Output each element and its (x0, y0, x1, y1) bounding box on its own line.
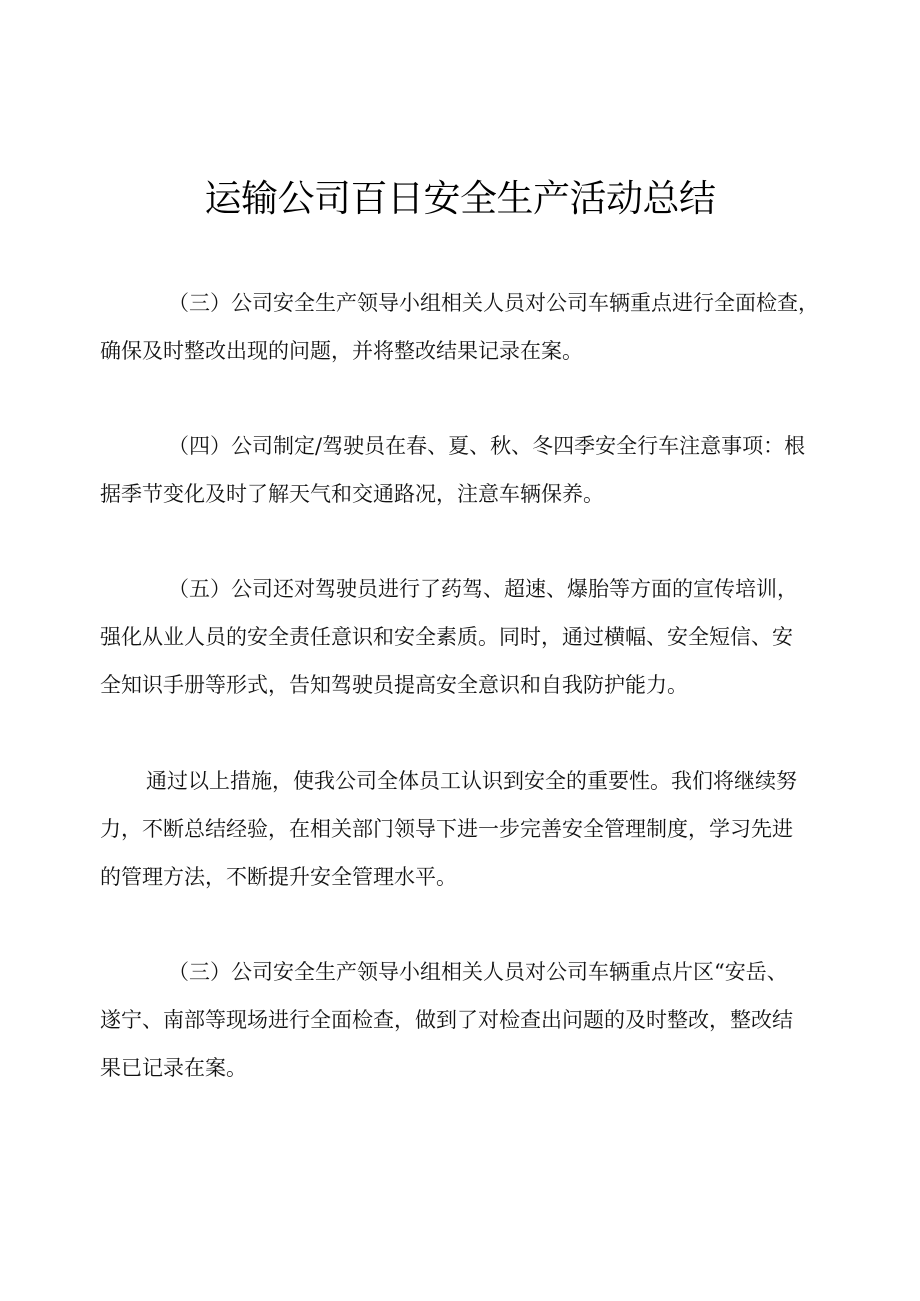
paragraph-seasonal-safety (100, 422, 824, 518)
paragraph-site-inspection (100, 948, 824, 1092)
paragraph-inspection (100, 279, 824, 375)
paragraph-line: 强化从业人员的安全责任意识和安全素质。同时，通过横幅、安全短信、安 (100, 625, 793, 649)
paragraph-line: （四）公司制定/驾驶员在春、夏、秋、冬四季安全行车注意事项：根 (168, 434, 806, 458)
paragraph-line: 的管理方法，不断提升安全管理水平。 (100, 865, 457, 889)
paragraph-line: （五）公司还对驾驶员进行了药驾、超速、爆胎等方面的宣传培训， (168, 577, 798, 601)
paragraph-line: （三）公司安全生产领导小组相关人员对公司车辆重点片区“安岳、 (168, 960, 788, 984)
document-title: 运输公司百日安全生产活动总结 (204, 177, 716, 220)
paragraph-line: （三）公司安全生产领导小组相关人员对公司车辆重点进行全面检查， (168, 291, 819, 315)
paragraph-driver-training (100, 565, 824, 709)
paragraph-line: 通过以上措施，使我公司全体员工认识到安全的重要性。我们将继续努 (146, 769, 797, 793)
paragraph-line: 确保及时整改出现的问题，并将整改结果记录在案。 (100, 339, 583, 363)
paragraph-line: 全知识手册等形式，告知驾驶员提高安全意识和自我防护能力。 (100, 673, 688, 697)
paragraph-line: 遂宁、南部等现场进行全面检查，做到了对检查出问题的及时整改，整改结 (100, 1008, 793, 1032)
paragraph-line: 果已记录在案。 (100, 1056, 247, 1080)
paragraph-conclusion (100, 757, 824, 901)
paragraph-line: 力，不断总结经验，在相关部门领导下进一步完善安全管理制度，学习先进 (100, 817, 793, 841)
paragraph-line: 据季节变化及时了解天气和交通路况，注意车辆保养。 (100, 482, 604, 506)
